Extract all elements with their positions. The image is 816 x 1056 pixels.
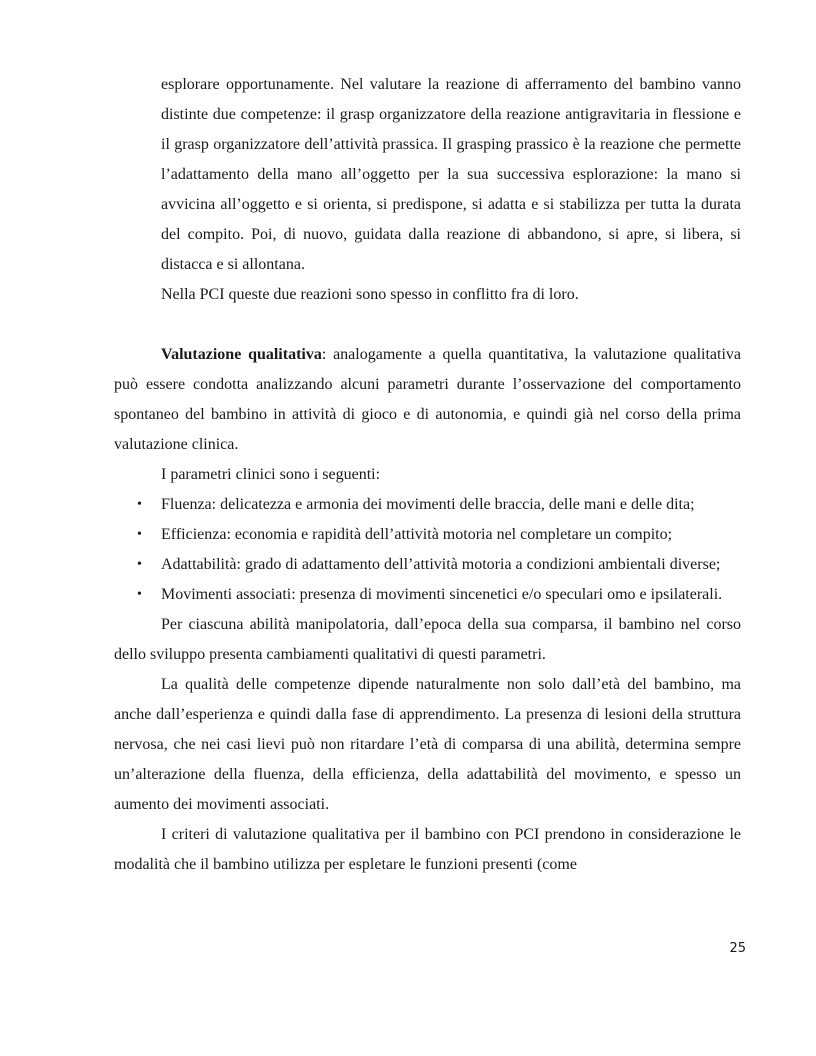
list-item-text: Fluenza: delicatezza e armonia dei movimenti delle braccia, delle mani e delle dita; bbox=[161, 496, 695, 513]
bullet-icon: • bbox=[137, 557, 142, 572]
continuation-paragraph: esplorare opportunamente. Nel valutare la reazione di afferramento del bambino vanno distinte due competenze: il grasp organizzatore della reazione antigravitaria in flessione e il grasp organizzatore dell’attività prassica. Il grasping prassico è la reazione che permette l’adattamento della mano all’oggetto per la sua successiva esplorazione: la mano si avvicina all’oggetto e si orienta, si predispone, si adatta e si stabilizza per tutta la durata del compito. Poi, di nuovo, guidata dalla reazione di abbandono, si apre, si libera, si distacca e si allontana. bbox=[161, 76, 741, 273]
bullet-icon: • bbox=[137, 497, 142, 512]
section-intro-paragraph bbox=[114, 340, 741, 460]
section-intro-text: : analogamente a quella quantitativa, la valutazione qualitativa può essere condotta analizzando alcuni parametri durante l’osservazione del comportamento spontaneo del bambino in attività di gioco e di autonomia, e quindi già nel corso della prima valutazione clinica. bbox=[114, 346, 741, 453]
list-item bbox=[114, 580, 741, 610]
pci-conflict-line: Nella PCI queste due reazioni sono spesso in conflitto fra di loro. bbox=[161, 286, 579, 303]
section-heading: Valutazione qualitativa bbox=[161, 346, 322, 363]
params-intro: I parametri clinici sono i seguenti: bbox=[161, 466, 381, 483]
list-item-text: Adattabilità: grado di adattamento dell’attività motoria a condizioni ambientali diverse; bbox=[161, 556, 721, 573]
bullet-icon: • bbox=[137, 527, 142, 542]
section-valutazione-qualitativa bbox=[114, 340, 741, 880]
body-paragraph: I criteri di valutazione qualitativa per il bambino con PCI prendono in considerazione le modalità che il bambino utilizza per espletare le funzioni presenti (come bbox=[114, 826, 741, 873]
list-item bbox=[114, 490, 741, 520]
list-item bbox=[114, 550, 741, 580]
body-paragraph: La qualità delle competenze dipende naturalmente non solo dall’età del bambino, ma anche dall’esperienza e quindi dalla fase di apprendimento. La presenza di lesioni della struttura nervosa, che nei casi lievi può non ritardare l’età di comparsa di una abilità, determina sempre un’alterazione della fluenza, della efficienza, della adattabilità del movimento, e spesso un aumento dei movimenti associati. bbox=[114, 676, 741, 813]
body-paragraph: Per ciascuna abilità manipolatoria, dall’epoca della sua comparsa, il bambino nel corso dello sviluppo presenta cambiamenti qualitativi di questi parametri. bbox=[114, 616, 741, 663]
list-item-text: Movimenti associati: presenza di movimenti sincenetici e/o speculari omo e ipsilaterali. bbox=[161, 586, 723, 603]
continuation-paragraph-block bbox=[161, 70, 741, 310]
page-number: 25 bbox=[729, 941, 746, 956]
bullet-icon: • bbox=[137, 587, 142, 602]
list-item-text: Efficienza: economia e rapidità dell’attività motoria nel completare un compito; bbox=[161, 526, 673, 543]
params-list bbox=[114, 490, 741, 610]
list-item bbox=[114, 520, 741, 550]
